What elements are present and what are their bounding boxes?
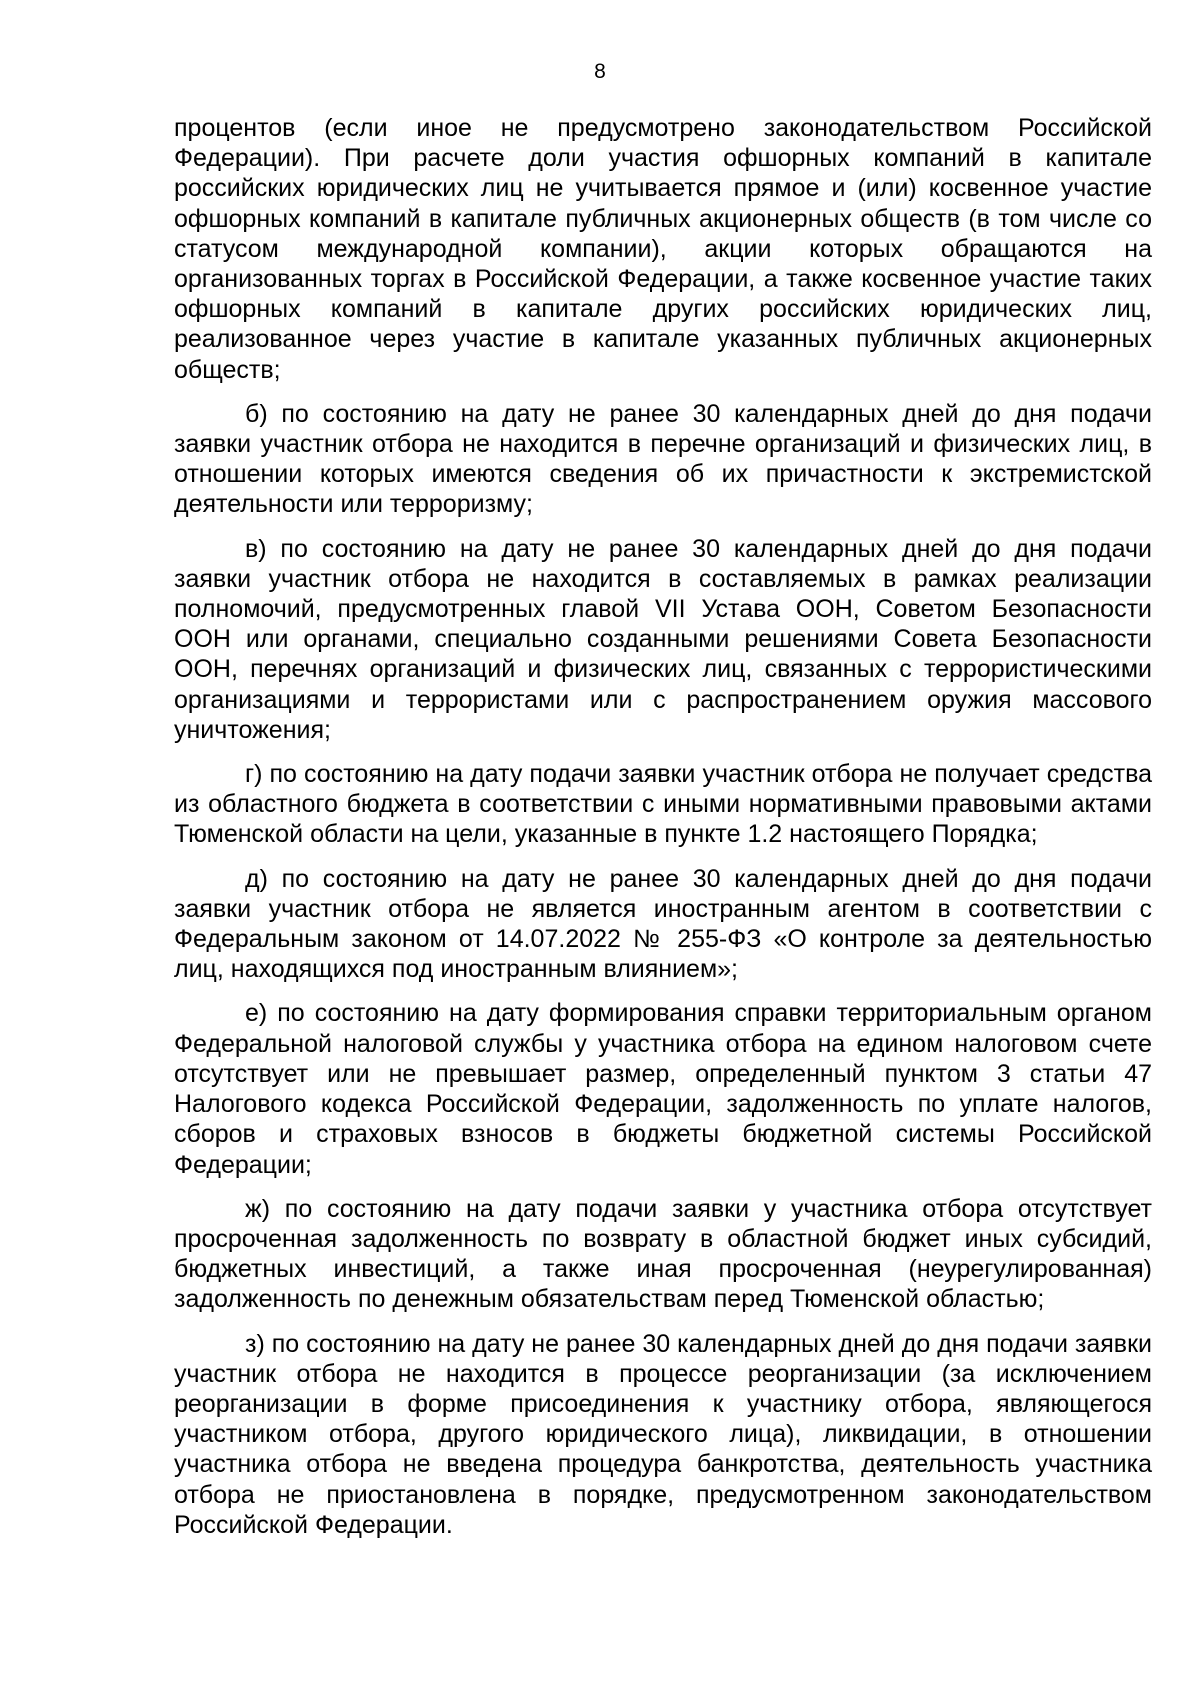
paragraph-item-g: г) по состоянию на дату подачи заявки участник отбора не получает средства из областного бюджета в соответствии с иными нормативными правовыми актами Тюменской области на цели, указанные в пункте 1.2 настоящего Порядка;: [174, 760, 1152, 849]
page-number: 8: [594, 60, 606, 83]
paragraph-continuation: процентов (если иное не предусмотрено законодательством Российской Федерации). При расчете доли участия офшорных компаний в капитале российских юридических лиц не учитывается прямое и (или) косвенное участие офшорных компаний в капитале публичных акционерных обществ (в том числе со статусом международной компании), акции которых обращаются на организованных торгах в Российской Федерации, а также косвенное участие таких офшорных компаний в капитале других российских юридических лиц, реализованное через участие в капитале указанных публичных акционерных обществ;: [174, 114, 1152, 384]
paragraph-item-v: в) по состоянию на дату не ранее 30 календарных дней до дня подачи заявки участник отбора не находится в составляемых в рамках реализации полномочий, предусмотренных главой VII Устава ООН, Советом Безопасности ООН или органами, специально созданными решениями Совета Безопасности ООН, перечнях организаций и физических лиц, связанных с террористическими организациями и террористами или с распространением оружия массового уничтожения;: [174, 534, 1152, 744]
paragraph-item-d: д) по состоянию на дату не ранее 30 календарных дней до дня подачи заявки участник отбора не является иностранным агентом в соответствии с Федеральным законом от 14.07.2022 № 255-ФЗ «О контроле за деятельностью лиц, находящихся под иностранным влиянием»;: [174, 864, 1152, 984]
paragraph-item-b: б) по состоянию на дату не ранее 30 календарных дней до дня подачи заявки участник отбора не находится в перечне организаций и физических лиц, в отношении которых имеются сведения об их причастности к экстремистской деятельности или терроризму;: [174, 399, 1152, 519]
paragraph-item-zh: ж) по состоянию на дату подачи заявки у участника отбора отсутствует просроченная задолженность по возврату в областной бюджет иных субсидий, бюджетных инвестиций, а также иная просроченная (неурегулированная) задолженность по денежным обязательствам перед Тюменской областью;: [174, 1194, 1152, 1314]
paragraph-item-e: е) по состоянию на дату формирования справки территориальным органом Федеральной налоговой службы у участника отбора на едином налоговом счете отсутствует или не превышает размер, определенный пунктом 3 статьи 47 Налогового кодекса Российской Федерации, задолженность по уплате налогов, сборов и страховых взносов в бюджеты бюджетной системы Российской Федерации;: [174, 999, 1152, 1179]
document-body: [174, 113, 1152, 1554]
paragraph-item-z: з) по состоянию на дату не ранее 30 календарных дней до дня подачи заявки участник отбора не находится в процессе реорганизации (за исключением реорганизации в форме присоединения к участнику отбора, являющегося участником отбора, другого юридического лица), ликвидации, в отношении участника отбора не введена процедура банкротства, деятельность участника отбора не приостановлена в порядке, предусмотренном законодательством Российской Федерации.: [174, 1329, 1152, 1539]
